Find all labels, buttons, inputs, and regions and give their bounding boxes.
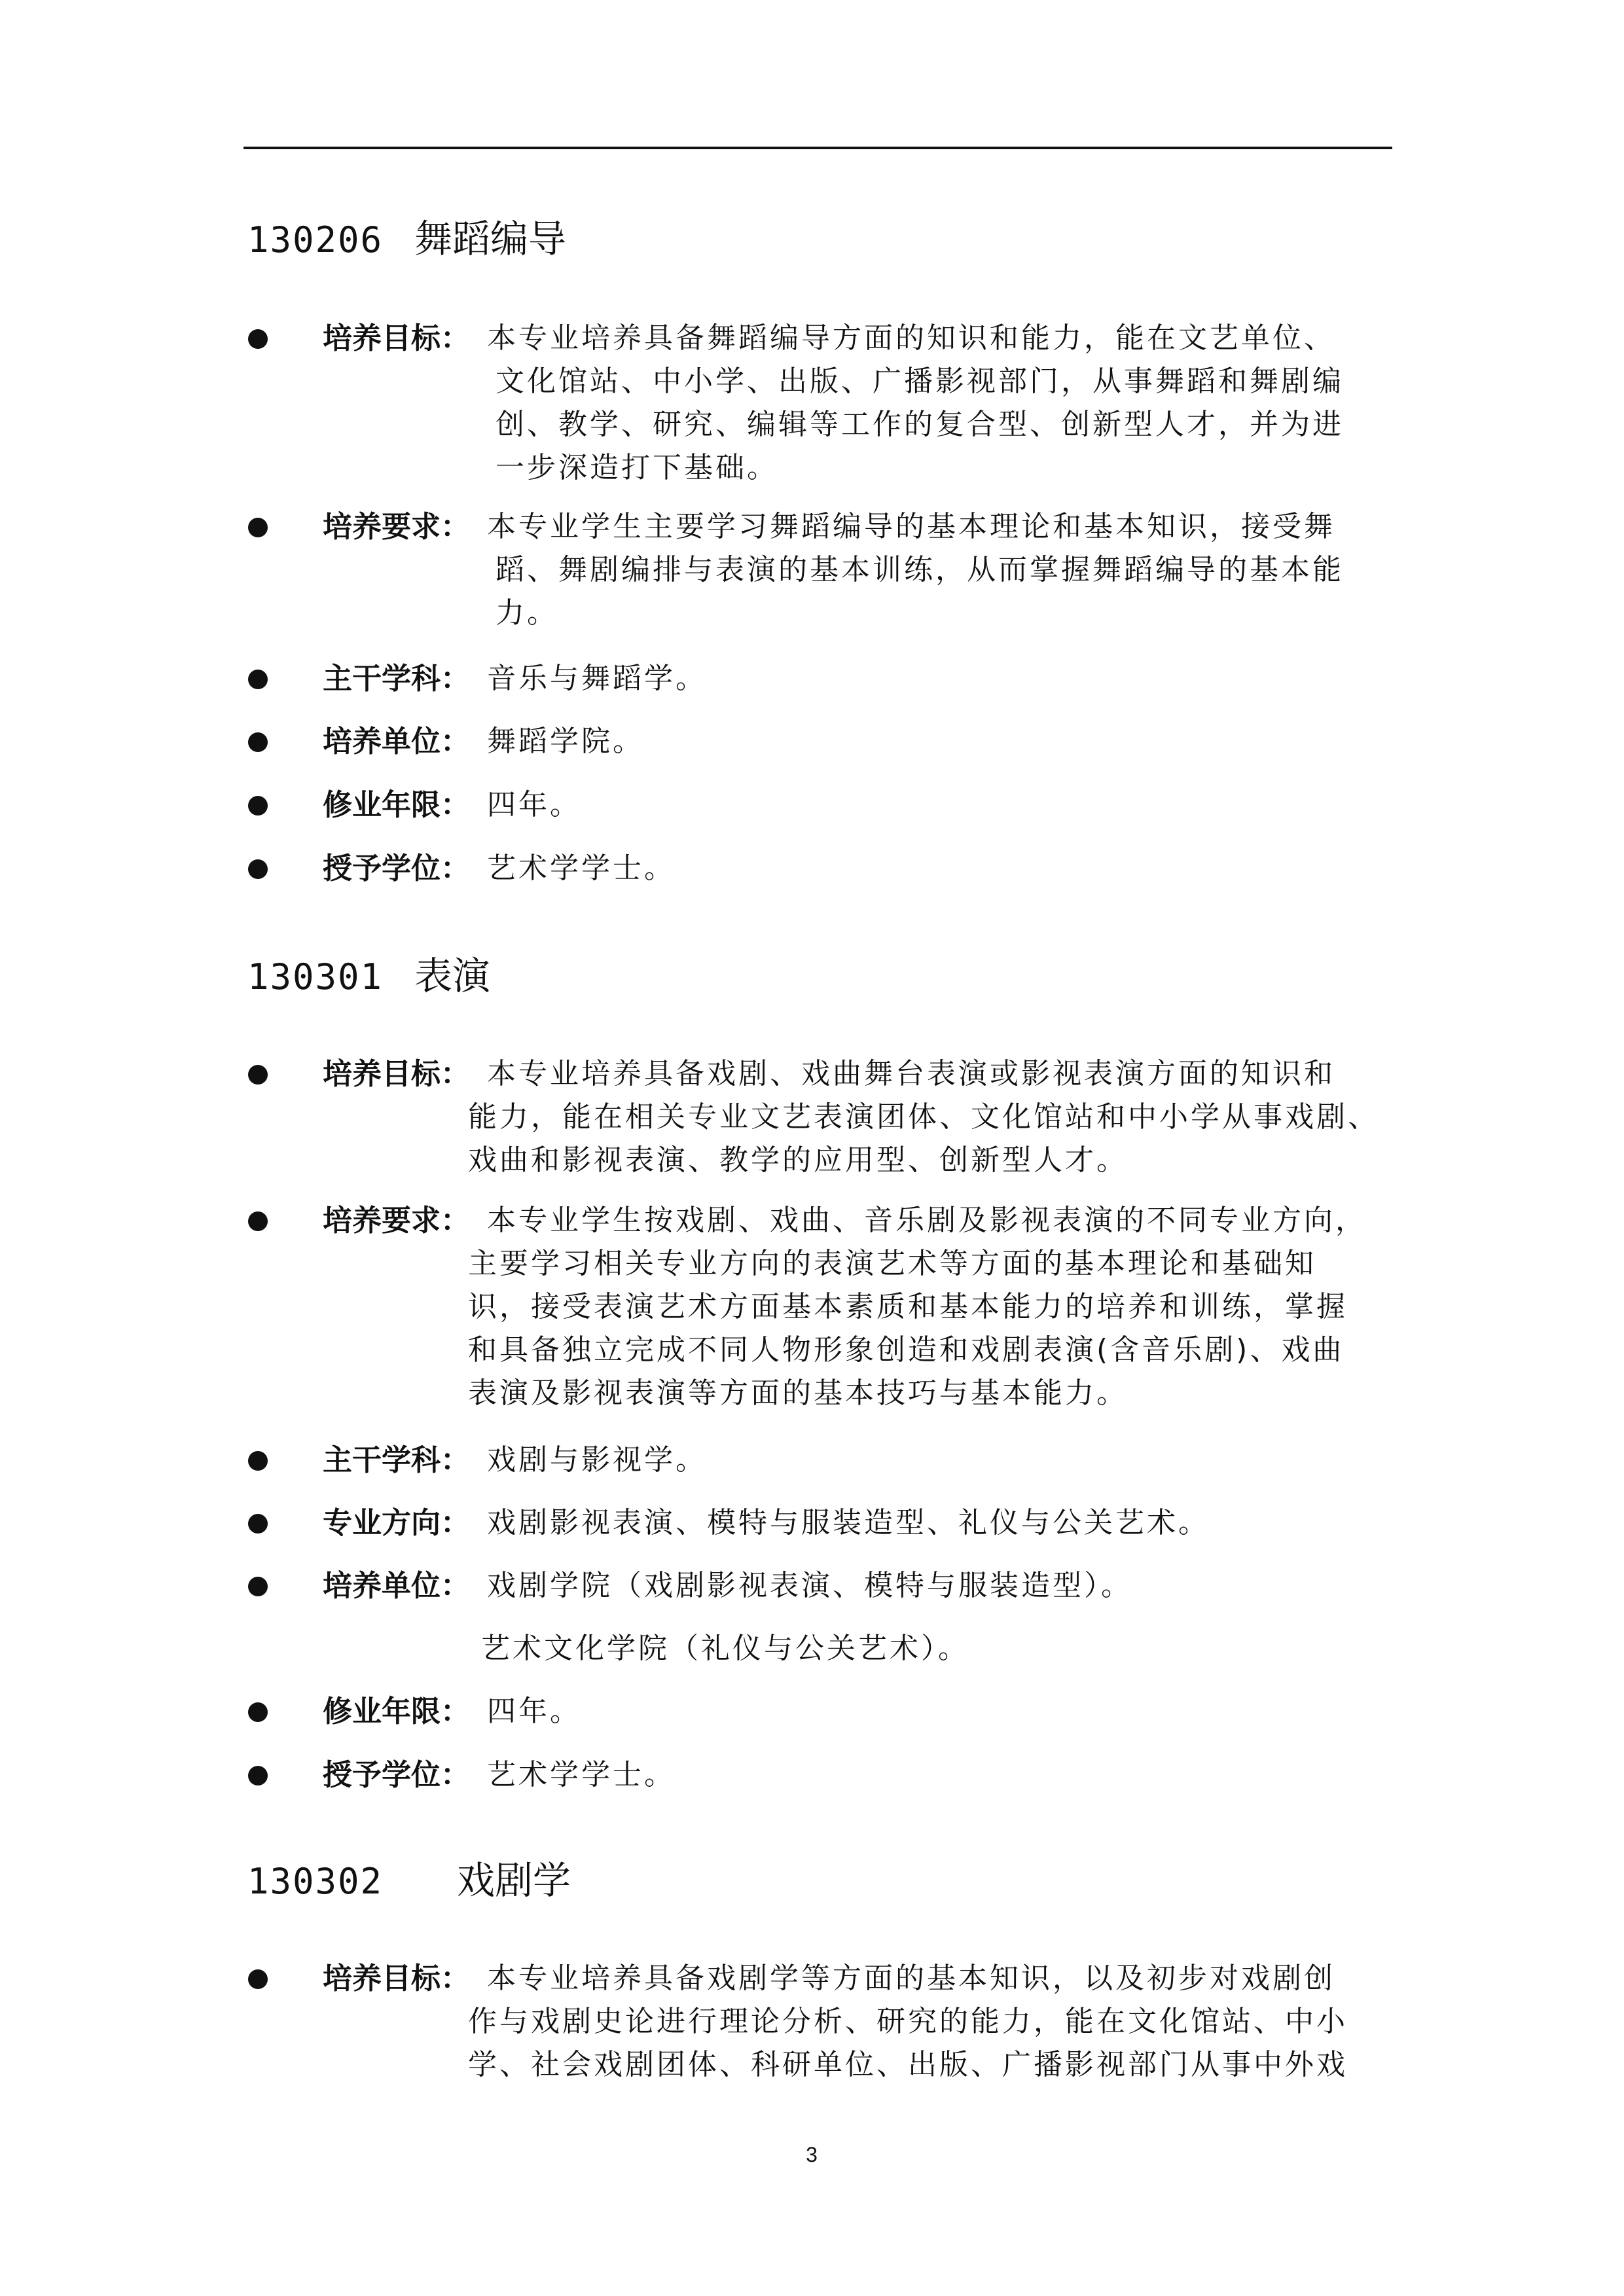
- field-text: 戏剧影视表演、模特与服装造型、礼仪与公关艺术。: [487, 1506, 1210, 1539]
- bullet: [248, 1514, 268, 1534]
- field-text: 舞蹈学院。: [487, 725, 644, 758]
- bullet: [248, 796, 268, 816]
- field-label: 培养要求：: [323, 509, 471, 544]
- field-text: 能力，能在相关专业文艺表演团体、文化馆站和中小学从事戏剧、: [468, 1100, 1379, 1134]
- field-label: 主干学科：: [323, 1443, 471, 1477]
- field-label: 培养单位：: [323, 724, 471, 759]
- field-text: 学、社会戏剧团体、科研单位、出版、广播影视部门从事中外戏: [468, 2048, 1348, 2081]
- field-text: 本专业学生按戏剧、戏曲、音乐剧及影视表演的不同专业方向，: [487, 1204, 1367, 1237]
- bullet: [248, 670, 268, 689]
- bullet: [248, 329, 268, 349]
- section-heading: [247, 953, 491, 1000]
- bullet: [248, 1065, 268, 1085]
- section-name: 戏剧学: [457, 1858, 571, 1903]
- field-text: 艺术学学士。: [487, 852, 676, 885]
- field-label: 培养目标：: [323, 321, 471, 355]
- field-text: 艺术学学士。: [487, 1758, 676, 1791]
- field-text: 力。: [496, 596, 558, 630]
- field-label: 授予学位：: [323, 1757, 471, 1792]
- field-text: 艺术文化学院（礼仪与公关艺术）。: [481, 1632, 969, 1665]
- bullet: [248, 1451, 268, 1471]
- field-label: 修业年限：: [323, 787, 471, 822]
- field-label: 授予学位：: [323, 851, 471, 886]
- field-text: 文化馆站、中小学、出版、广播影视部门，从事舞蹈和舞剧编: [496, 365, 1344, 398]
- field-text: 本专业学生主要学习舞蹈编导的基本理论和基本知识，接受舞: [487, 510, 1335, 543]
- field-text: 本专业培养具备戏剧学等方面的基本知识，以及初步对戏剧创: [487, 1962, 1335, 1995]
- field-label: 专业方向：: [323, 1505, 471, 1540]
- field-text: 创、教学、研究、编辑等工作的复合型、创新型人才，并为进: [496, 408, 1344, 441]
- bullet: [248, 1969, 268, 1989]
- field-text: 音乐与舞蹈学。: [487, 662, 707, 695]
- field-text: 主要学习相关专业方向的表演艺术等方面的基本理论和基础知: [468, 1247, 1316, 1280]
- bullet: [248, 1577, 268, 1596]
- field-text: 四年。: [487, 788, 581, 821]
- bullet: [248, 1702, 268, 1722]
- field-label: 培养目标：: [323, 1961, 471, 1996]
- section-name: 表演: [414, 954, 491, 998]
- field-text: 戏曲和影视表演、教学的应用型、创新型人才。: [468, 1143, 1128, 1177]
- section-name: 舞蹈编导: [414, 217, 567, 261]
- field-text: 蹈、舞剧编排与表演的基本训练，从而掌握舞蹈编导的基本能: [496, 553, 1344, 586]
- field-label: 修业年限：: [323, 1694, 471, 1729]
- bullet: [248, 1211, 268, 1231]
- section-code: 130301: [247, 956, 384, 997]
- bullet: [248, 518, 268, 537]
- bullet: [248, 732, 268, 752]
- field-text: 和具备独立完成不同人物形象创造和戏剧表演(含音乐剧)、戏曲: [468, 1333, 1344, 1367]
- field-label: 培养单位：: [323, 1568, 471, 1603]
- field-text: 戏剧学院（戏剧影视表演、模特与服装造型）。: [487, 1569, 1132, 1602]
- section-code: 130302: [247, 1861, 384, 1902]
- bullet: [248, 1766, 268, 1785]
- section-heading: [247, 1857, 571, 1905]
- section-code: 130206: [247, 219, 384, 260]
- field-text: 一步深造打下基础。: [496, 451, 778, 484]
- field-text: 戏剧与影视学。: [487, 1443, 707, 1477]
- section-heading: [247, 216, 567, 263]
- field-text: 作与戏剧史论进行理论分析、研究的能力，能在文化馆站、中小: [468, 2005, 1348, 2038]
- field-label: 培养目标：: [323, 1056, 471, 1091]
- bullet: [248, 859, 268, 879]
- field-label: 主干学科：: [323, 661, 471, 696]
- field-text: 本专业培养具备舞蹈编导方面的知识和能力，能在文艺单位、: [487, 321, 1335, 355]
- field-text: 四年。: [487, 1695, 581, 1728]
- header-rule: [244, 147, 1392, 149]
- field-text: 表演及影视表演等方面的基本技巧与基本能力。: [468, 1376, 1128, 1410]
- field-text: 识，接受表演艺术方面基本素质和基本能力的培养和训练，掌握: [468, 1290, 1348, 1323]
- field-text: 本专业培养具备戏剧、戏曲舞台表演或影视表演方面的知识和: [487, 1057, 1335, 1090]
- page-number: 3: [806, 2143, 818, 2166]
- field-label: 培养要求：: [323, 1203, 471, 1238]
